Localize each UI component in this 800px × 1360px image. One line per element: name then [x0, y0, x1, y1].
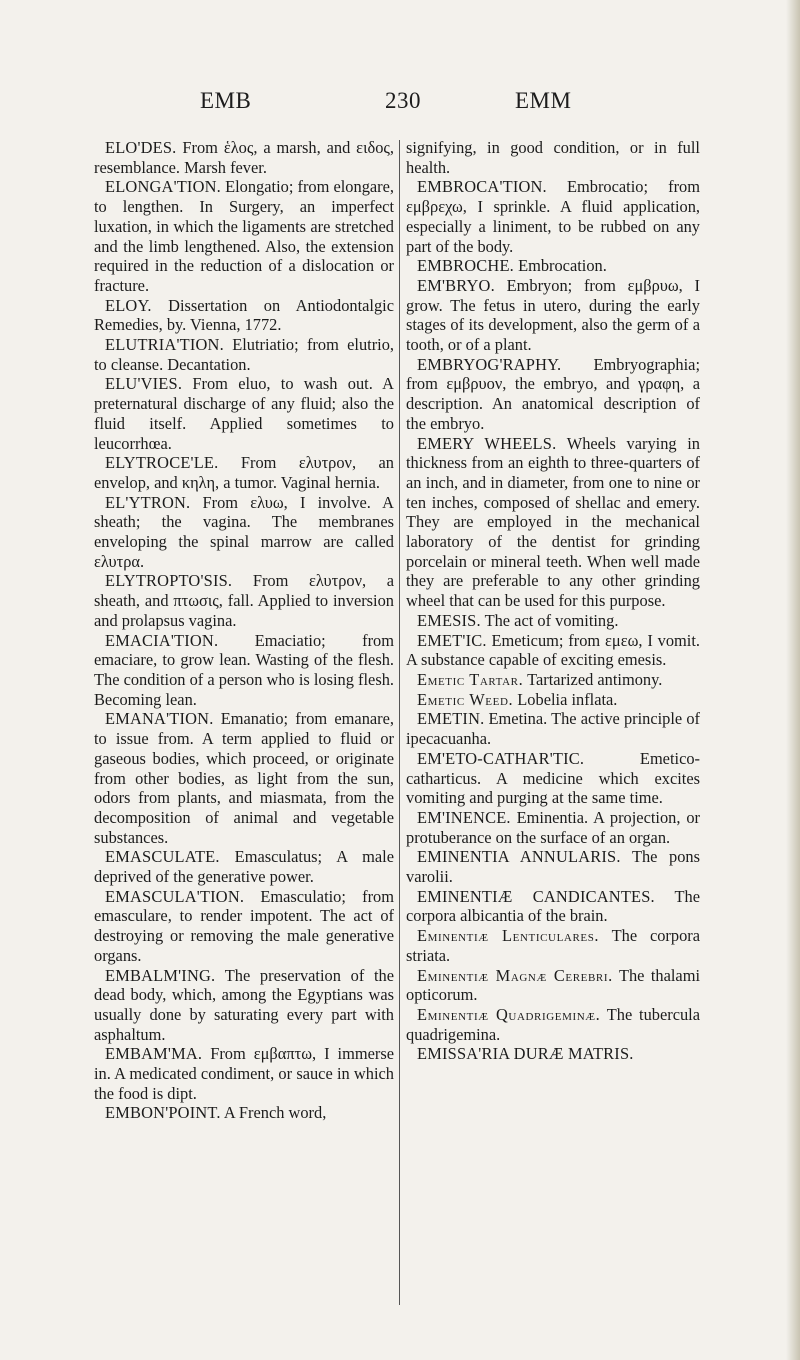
- dictionary-entry: [94, 847, 394, 886]
- entry-headword: EMISSA'RIA DURÆ MATRIS.: [417, 1044, 634, 1064]
- entry-definition: Emasculatus; A male deprived of the generative power.: [94, 847, 394, 887]
- entry-headword: Eminentiæ Quadrigeminæ.: [417, 1004, 601, 1024]
- entry-headword: Eminentiæ Magnæ Cerebri.: [417, 965, 613, 985]
- entry-definition: Eminentia. A projection, or protuberance on the surface of an organ.: [406, 807, 700, 847]
- entry-headword: EMBON'POINT.: [105, 1103, 221, 1123]
- entry-headword: EM'INENCE.: [417, 807, 511, 827]
- entry-definition: signifying, in good condition, or in full health.: [406, 138, 700, 177]
- entry-headword: EMASCULATE.: [105, 847, 220, 867]
- entry-definition: From ελυτρον, a sheath, and πτωσις, fall. Applied to inversion and prolapsus vagina.: [94, 571, 394, 630]
- entry-definition: Embryographia; from εμβρυον, the embryo, and γραφη, a description. An anatomical description of the embryo.: [406, 354, 700, 433]
- page-edge-shadow: [786, 0, 800, 1360]
- dictionary-entry: [94, 138, 394, 177]
- dictionary-entry: [406, 256, 700, 276]
- entry-headword: EMET'IC.: [417, 630, 487, 650]
- entry-definition: Elutriatio; from elutrio, to cleanse. Decantation.: [94, 335, 394, 374]
- dictionary-entry: [406, 631, 700, 670]
- entry-headword: EMINENTIÆ CANDICANTES.: [417, 886, 655, 906]
- entry-headword: EMASCULA'TION.: [105, 886, 245, 906]
- entry-definition: Elongatio; from elongare, to lengthen. In Surgery, an imperfect luxation, in which the ligaments are stretched and the limb lengthened. Also, the extension required in the reduction of a dislocation or fracture.: [94, 177, 394, 295]
- entry-headword: ELUTRIA'TION.: [105, 335, 224, 355]
- dictionary-entry: [94, 335, 394, 374]
- entry-definition: The thalami opticorum.: [406, 965, 700, 1005]
- dictionary-entry: [406, 1005, 700, 1044]
- entry-definition: The corpora striata.: [406, 926, 700, 965]
- entry-headword: EL'YTRON.: [105, 492, 191, 512]
- dictionary-entry: [406, 138, 700, 177]
- dictionary-entry: [94, 571, 394, 630]
- entry-definition: Emetico-catharticus. A medicine which excites vomiting and purging at the same time.: [406, 748, 700, 808]
- dictionary-entry: [94, 493, 394, 572]
- dictionary-entry: [406, 887, 700, 926]
- entry-definition: From ελυω, I involve. A sheath; the vagina. The membranes enveloping the spinal marrow are called ελυτρα.: [94, 492, 394, 571]
- entry-headword: ELYTROPTO'SIS.: [105, 571, 233, 591]
- entry-definition: The tubercula quadrigemina.: [406, 1004, 700, 1044]
- dictionary-entry: [406, 926, 700, 965]
- dictionary-entry: [94, 631, 394, 710]
- entry-definition: Embrocation.: [513, 256, 607, 276]
- entry-headword: EMBROCA'TION.: [417, 177, 547, 197]
- entry-definition: Emeticum; from εμεω, I vomit. A substance capable of exciting emesis.: [406, 630, 700, 670]
- entry-headword: EMINENTIA ANNULARIS.: [417, 847, 621, 867]
- entry-definition: Tartarized antimony.: [523, 669, 663, 689]
- entry-headword: EM'BRYO.: [417, 275, 495, 295]
- entry-definition: Embrocatio; from εμβρεχω, I sprinkle. A fluid application, especially a liniment, to be rubbed on any part of the body.: [406, 177, 700, 256]
- right-column: [406, 138, 700, 1064]
- entry-definition: Emetina. The active principle of ipecacuanha.: [406, 709, 700, 749]
- entry-headword: EMBALM'ING.: [105, 965, 216, 985]
- dictionary-entry: [406, 434, 700, 611]
- entry-definition: Emasculatio; from emasculare, to render impotent. The act of destroying or removing the male generative organs.: [94, 886, 394, 965]
- entry-headword: EMESIS.: [417, 610, 481, 630]
- dictionary-entry: [406, 690, 700, 710]
- entry-definition: From ἑλος, a marsh, and ειδος, resemblance. Marsh fever.: [94, 138, 394, 177]
- dictionary-entry: [406, 670, 700, 690]
- dictionary-entry: [406, 177, 700, 256]
- header-right-guide-word: EMM: [515, 88, 572, 113]
- entry-definition: Lobelia inflata.: [513, 689, 618, 709]
- dictionary-entry: [406, 1044, 700, 1064]
- entry-definition: From eluo, to wash out. A preternatural discharge of any fluid; also the fluid itself. Applied sometimes to leucorrhœa.: [94, 374, 394, 453]
- dictionary-entry: [406, 966, 700, 1005]
- entry-headword: ELO'DES.: [105, 138, 177, 157]
- left-column: [94, 138, 394, 1123]
- dictionary-entry: [406, 709, 700, 748]
- dictionary-entry: [406, 749, 700, 808]
- entry-headword: EMANA'TION.: [105, 709, 214, 729]
- entry-definition: The act of vomiting.: [480, 610, 619, 630]
- dictionary-entry: [94, 887, 394, 966]
- entry-headword: EMETIN.: [417, 709, 485, 729]
- entry-headword: ELOY.: [105, 295, 152, 315]
- entry-headword: EMBAM'MA.: [105, 1044, 203, 1064]
- entry-definition: Embryon; from εμβρυω, I grow. The fetus in utero, during the early stages of its development, also the germ of a tooth, or of a plant.: [406, 275, 700, 355]
- dictionary-entry: [94, 966, 394, 1045]
- entry-definition: Emaciatio; from emaciare, to grow lean. Wasting of the flesh. The condition of a person who is losing flesh. Becoming lean.: [94, 630, 394, 709]
- entry-definition: A French word,: [220, 1103, 327, 1123]
- dictionary-entry: [406, 847, 700, 886]
- entry-definition: Emanatio; from emanare, to issue from. A term applied to fluid or gaseous bodies, which proceed, or originate from other bodies, as light from the sun, odors from plants, and miasmata, from the decomposition of animal and vegetable substances.: [94, 709, 394, 847]
- entry-headword: EM'ETO-CATHAR'TIC.: [417, 748, 585, 768]
- entry-headword: Eminentiæ Lenticulares.: [417, 926, 600, 946]
- dictionary-entry: [94, 709, 394, 847]
- entry-headword: ELU'VIES.: [105, 374, 183, 394]
- dictionary-entry: [94, 453, 394, 492]
- entry-headword: EMBROCHE.: [417, 256, 514, 276]
- dictionary-entry: [406, 276, 700, 355]
- column-divider: [399, 140, 400, 1305]
- dictionary-entry: [406, 611, 700, 631]
- entry-definition: The preservation of the dead body, which, among the Egyptians was usually done by saturating every part with asphaltum.: [94, 965, 394, 1044]
- entry-headword: ELONGA'TION.: [105, 177, 221, 197]
- dictionary-entry: [406, 355, 700, 434]
- dictionary-entry: [94, 1044, 394, 1103]
- entry-definition: From ελυτρον, an envelop, and κηλη, a tumor. Vaginal hernia.: [94, 453, 394, 492]
- dictionary-entry: [94, 177, 394, 295]
- entry-definition: Dissertation on Antiodontalgic Remedies, by. Vienna, 1772.: [94, 295, 394, 335]
- entry-definition: The corpora albicantia of the brain.: [406, 886, 700, 926]
- dictionary-entry: [94, 296, 394, 335]
- entry-headword: Emetic Weed.: [417, 689, 514, 709]
- entry-headword: EMACIA'TION.: [105, 630, 219, 650]
- entry-definition: From εμβαπτω, I immerse in. A medicated condiment, or sauce in which the food is dipt.: [94, 1044, 394, 1103]
- entry-definition: The pons varolii.: [406, 847, 700, 887]
- dictionary-entry: [94, 374, 394, 453]
- entry-headword: Emetic Tartar.: [417, 669, 524, 689]
- running-header: [0, 88, 800, 118]
- header-left-guide-word: EMB: [200, 88, 252, 113]
- dictionary-entry: [406, 808, 700, 847]
- page-number: 230: [385, 88, 421, 113]
- dictionary-entry: [94, 1103, 394, 1123]
- entry-headword: EMERY WHEELS.: [417, 433, 557, 453]
- entry-headword: ELYTROCE'LE.: [105, 453, 219, 473]
- entry-headword: EMBRYOG'RAPHY.: [417, 354, 562, 374]
- entry-definition: Wheels varying in thickness from an eighth to three-quarters of an inch, and in diameter, from one to nine or ten inches, composed of shellac and emery. They are employed in the mechanical laboratory of the dentist for grinding porcelain or mineral teeth. When well made they are preferable to any other grinding wheel that can be used for this purpose.: [406, 433, 701, 611]
